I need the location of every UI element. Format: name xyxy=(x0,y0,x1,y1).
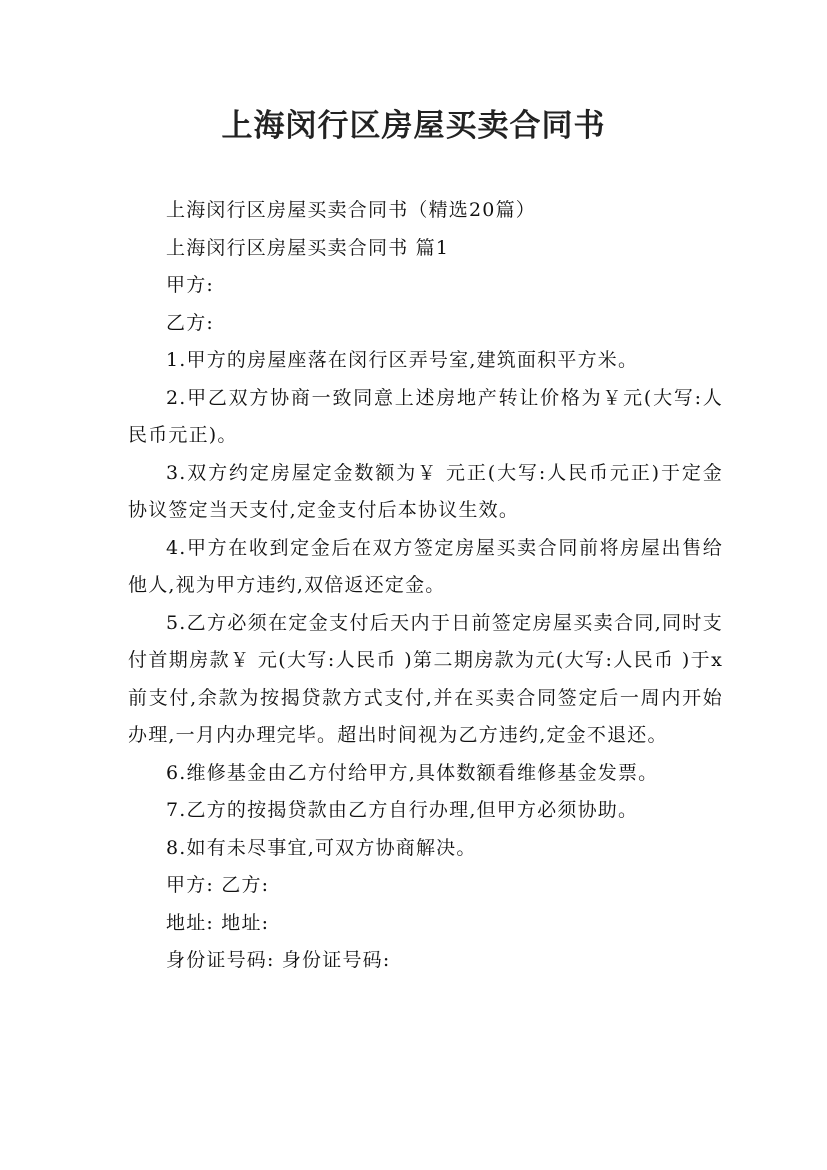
paragraph-party-b: 乙方: xyxy=(166,311,215,334)
paragraph-clause-3: 3.双方约定房屋定金数额为￥ 元正(大写:人民币元正)于定金协议签定当天支付,定金支付后本协议生效。 xyxy=(128,461,723,521)
paragraph-clause-4: 4.甲方在收到定金后在双方签定房屋买卖合同前将房屋出售给他人,视为甲方违约,双倍返还定金。 xyxy=(128,536,723,596)
document-title: 上海闵行区房屋买卖合同书 xyxy=(221,108,606,144)
paragraph-clause-5: 5.乙方必须在定金支付后天内于日前签定房屋买卖合同,同时支付首期房款￥ 元(大写:人民币 )第二期房款为元(大写:人民币 )于x前支付,余款为按揭贷款方式支付,并在买卖合同签定后一周内开始办理,一月内办理完毕。超出时间视为乙方违约,定金不退还。 xyxy=(128,611,723,746)
paragraph-subtitle: 上海闵行区房屋买卖合同书（精选20篇） xyxy=(166,199,536,221)
paragraph-section-heading: 上海闵行区房屋买卖合同书 篇1 xyxy=(166,236,450,259)
paragraph-clause-7: 7.乙方的按揭贷款由乙方自行办理,但甲方必须协助。 xyxy=(166,799,639,821)
paragraph-clause-1: 1.甲方的房屋座落在闵行区弄号室,建筑面积平方米。 xyxy=(166,349,639,371)
paragraph-signature-address: 地址: 地址: xyxy=(166,911,270,934)
paragraph-clause-6: 6.维修基金由乙方付给甲方,具体数额看维修基金发票。 xyxy=(166,761,659,784)
paragraph-clause-8: 8.如有未尽事宜,可双方协商解决。 xyxy=(166,836,477,859)
document-body xyxy=(128,192,723,980)
paragraph-clause-2: 2.甲乙双方协商一致同意上述房地产转让价格为￥元(大写:人民币元正)。 xyxy=(128,386,723,446)
paragraph-party-a: 甲方: xyxy=(166,274,215,296)
paragraph-signature-id: 身份证号码: 身份证号码: xyxy=(166,949,391,971)
paragraph-signature-parties: 甲方: 乙方: xyxy=(166,874,270,896)
